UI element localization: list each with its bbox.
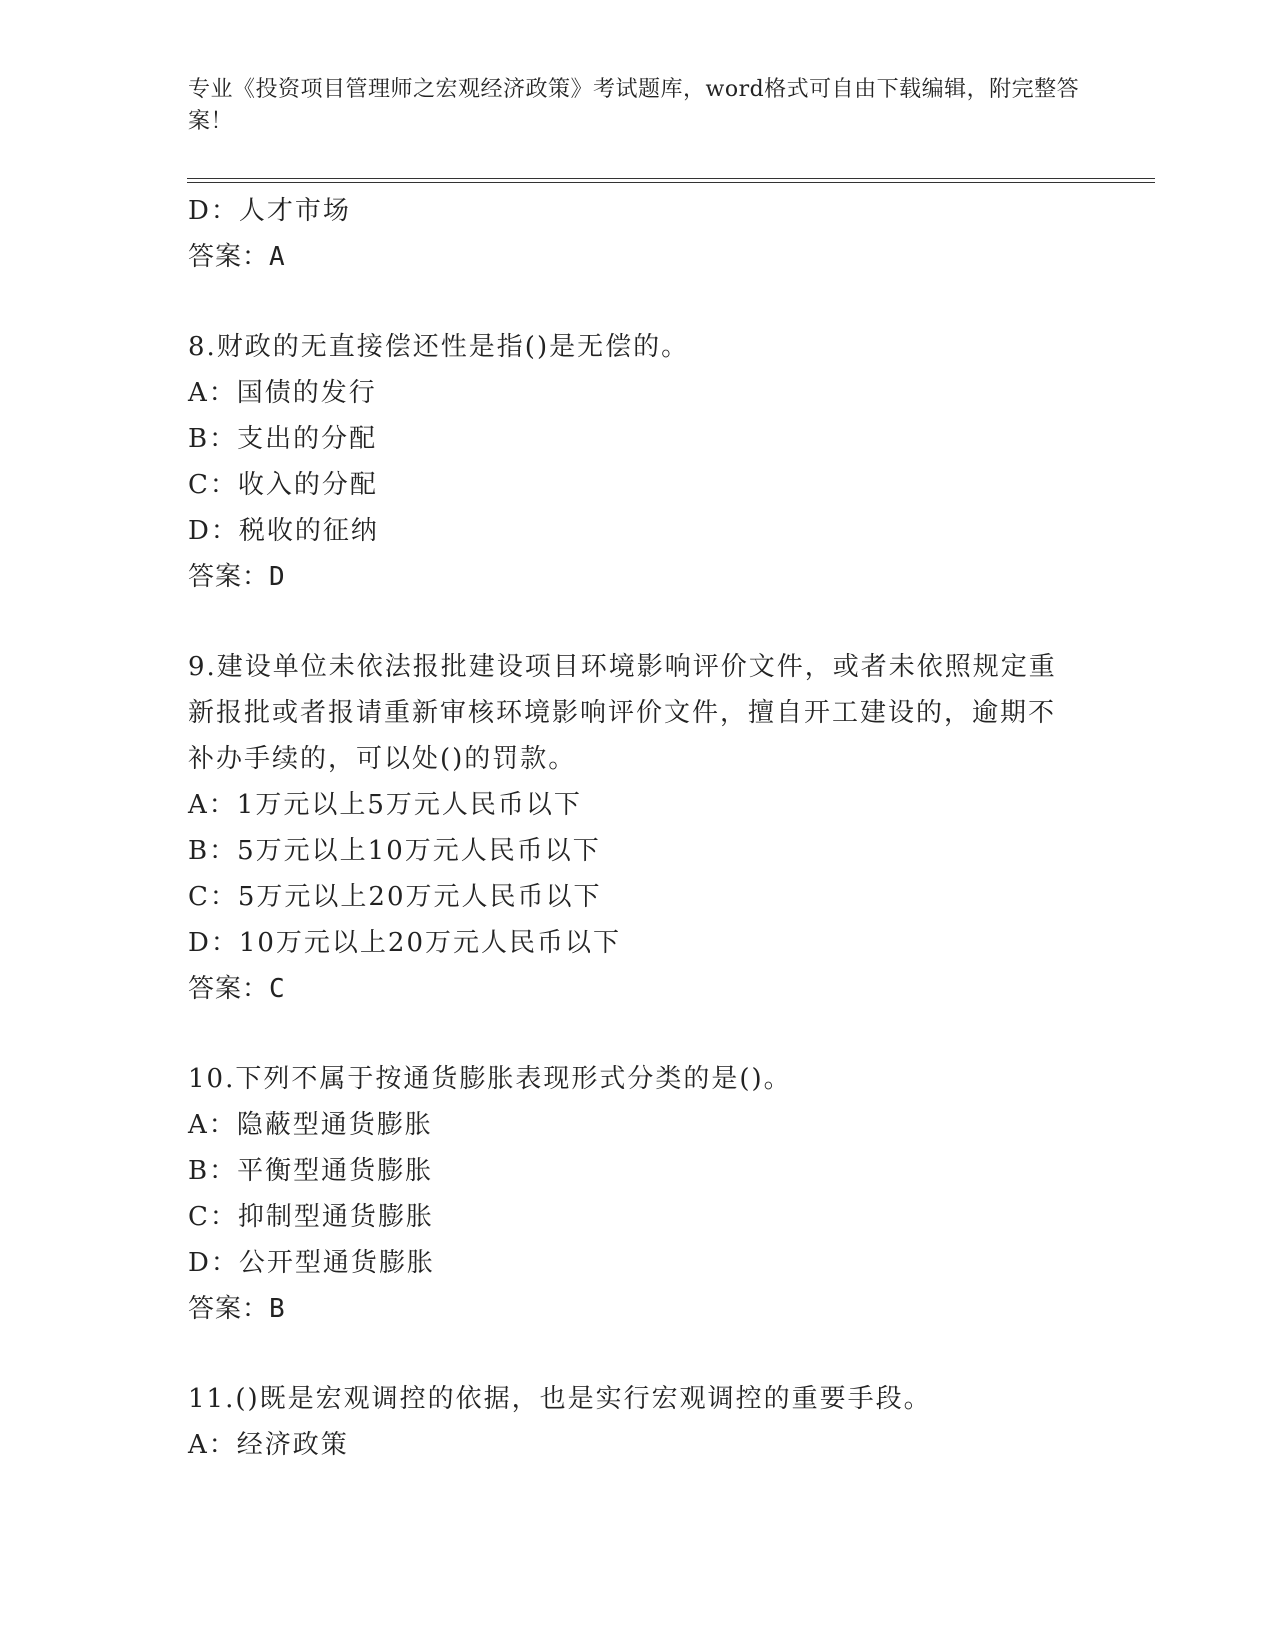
- option-a: A：经济政策: [188, 1430, 349, 1460]
- question-stem: 10.下列不属于按通货膨胀表现形式分类的是()。: [188, 1064, 792, 1094]
- option-d: D：人才市场: [188, 196, 351, 226]
- question-stem: 11.()既是宏观调控的依据，也是实行宏观调控的重要手段。: [188, 1384, 932, 1414]
- question-11: [188, 1376, 1088, 1468]
- option-c: C：抑制型通货膨胀: [188, 1202, 434, 1232]
- question-stem: 8.财政的无直接偿还性是指()是无偿的。: [188, 332, 690, 362]
- header-divider-secondary: [187, 182, 1155, 183]
- question-content: [188, 188, 1088, 1468]
- document-header: 专业《投资项目管理师之宏观经济政策》考试题库，word格式可自由下载编辑，附完整答案！: [188, 77, 1080, 134]
- option-a: A：1万元以上5万元人民币以下: [188, 790, 582, 820]
- answer-line: 答案：C: [188, 974, 286, 1004]
- answer-line: 答案：A: [188, 242, 286, 272]
- question-8: [188, 324, 1088, 600]
- option-b: B：5万元以上10万元人民币以下: [188, 836, 601, 866]
- answer-line: 答案：B: [188, 1294, 286, 1324]
- header-divider: [187, 178, 1155, 179]
- option-a: A：国债的发行: [188, 378, 377, 408]
- option-c: C：收入的分配: [188, 470, 378, 500]
- option-a: A：隐蔽型通货膨胀: [188, 1110, 433, 1140]
- option-d: D：公开型通货膨胀: [188, 1248, 435, 1278]
- option-c: C：5万元以上20万元人民币以下: [188, 882, 602, 912]
- question-stem: 9.建设单位未依法报批建设项目环境影响评价文件，或者未依照规定重新报批或者报请重新审核环境影响评价文件，擅自开工建设的，逾期不补办手续的，可以处()的罚款。: [188, 652, 1057, 774]
- option-d: D：税收的征纳: [188, 516, 379, 546]
- question-10: [188, 1056, 1088, 1332]
- option-b: B：支出的分配: [188, 424, 378, 454]
- answer-line: 答案：D: [188, 562, 286, 592]
- option-b: B：平衡型通货膨胀: [188, 1156, 434, 1186]
- option-d: D：10万元以上20万元人民币以下: [188, 928, 622, 958]
- question-9: [188, 644, 1088, 1012]
